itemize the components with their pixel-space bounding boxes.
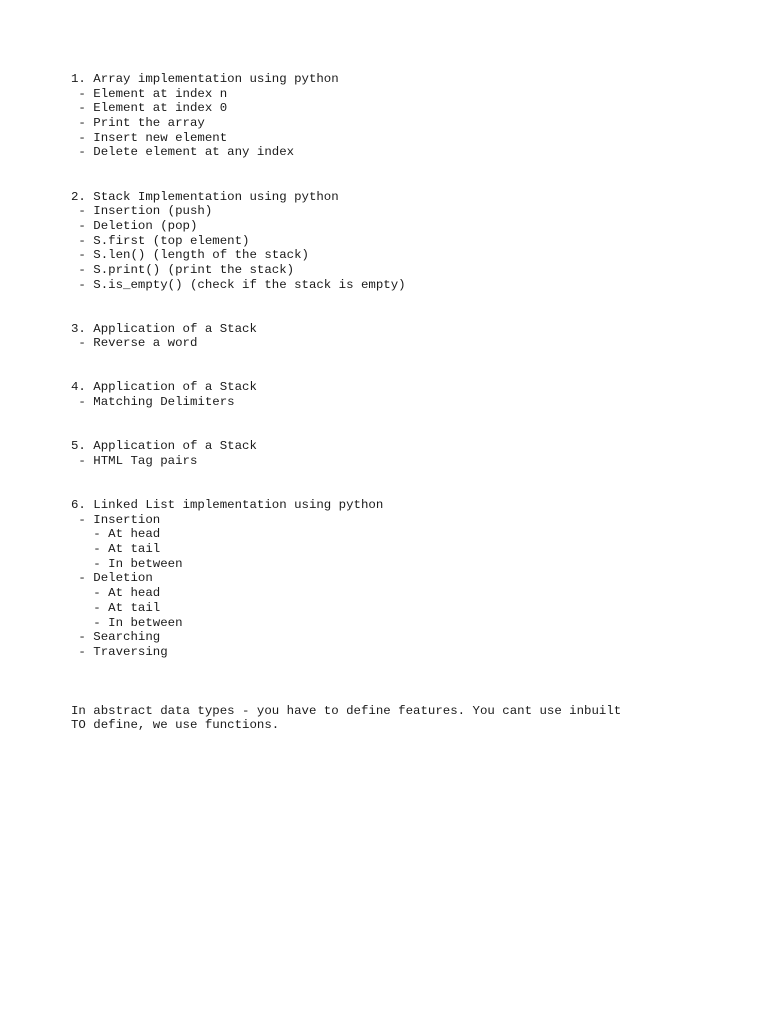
list-item: - Traversing: [71, 644, 168, 659]
section-title: 2. Stack Implementation using python: [71, 189, 339, 204]
section-title: 4. Application of a Stack: [71, 380, 257, 395]
section-title: 6. Linked List implementation using python: [71, 498, 384, 513]
list-item: - Matching Delimiters: [71, 395, 235, 410]
section-stack-application-delimiters: [71, 380, 751, 409]
list-item: - S.first (top element): [71, 233, 250, 248]
list-item: - Deletion: [71, 571, 153, 586]
section-linked-list: [71, 498, 751, 660]
list-item: - Print the array: [71, 116, 205, 131]
section-title: 3. Application of a Stack: [71, 321, 257, 336]
list-item: - Deletion (pop): [71, 218, 198, 233]
list-item: - Delete element at any index: [71, 145, 295, 160]
list-item: - S.print() (print the stack): [71, 262, 295, 277]
spacer: [71, 660, 751, 704]
list-item: - Reverse a word: [71, 336, 198, 351]
spacer: [71, 351, 751, 380]
list-item: - Element at index 0: [71, 101, 228, 116]
section-title: 5. Application of a Stack: [71, 439, 257, 454]
section-stack: [71, 190, 751, 293]
spacer: [71, 410, 751, 439]
spacer: [71, 292, 751, 321]
section-array: [71, 72, 751, 160]
list-item: - Searching: [71, 630, 161, 645]
spacer: [71, 469, 751, 498]
list-item: - S.len() (length of the stack): [71, 248, 309, 263]
note-line: In abstract data types - you have to define features. You cant use inbuilt: [71, 703, 622, 718]
list-item: - Insertion (push): [71, 204, 213, 219]
section-stack-application-html: [71, 439, 751, 468]
list-item: - S.is_empty() (check if the stack is empty): [71, 277, 406, 292]
list-item: - HTML Tag pairs: [71, 453, 198, 468]
document-page: [71, 72, 751, 733]
list-item: - In between: [71, 615, 183, 630]
adt-note: [71, 704, 751, 733]
list-item: - Insertion: [71, 512, 161, 527]
list-item: - Element at index n: [71, 86, 228, 101]
list-item: - Insert new element: [71, 130, 228, 145]
note-line: TO define, we use functions.: [71, 718, 280, 733]
list-item: - At head: [71, 586, 161, 601]
section-title: 1. Array implementation using python: [71, 72, 339, 86]
spacer: [71, 160, 751, 189]
list-item: - In between: [71, 556, 183, 571]
list-item: - At head: [71, 527, 161, 542]
list-item: - At tail: [71, 600, 161, 615]
section-stack-application-reverse: [71, 322, 751, 351]
list-item: - At tail: [71, 542, 161, 557]
